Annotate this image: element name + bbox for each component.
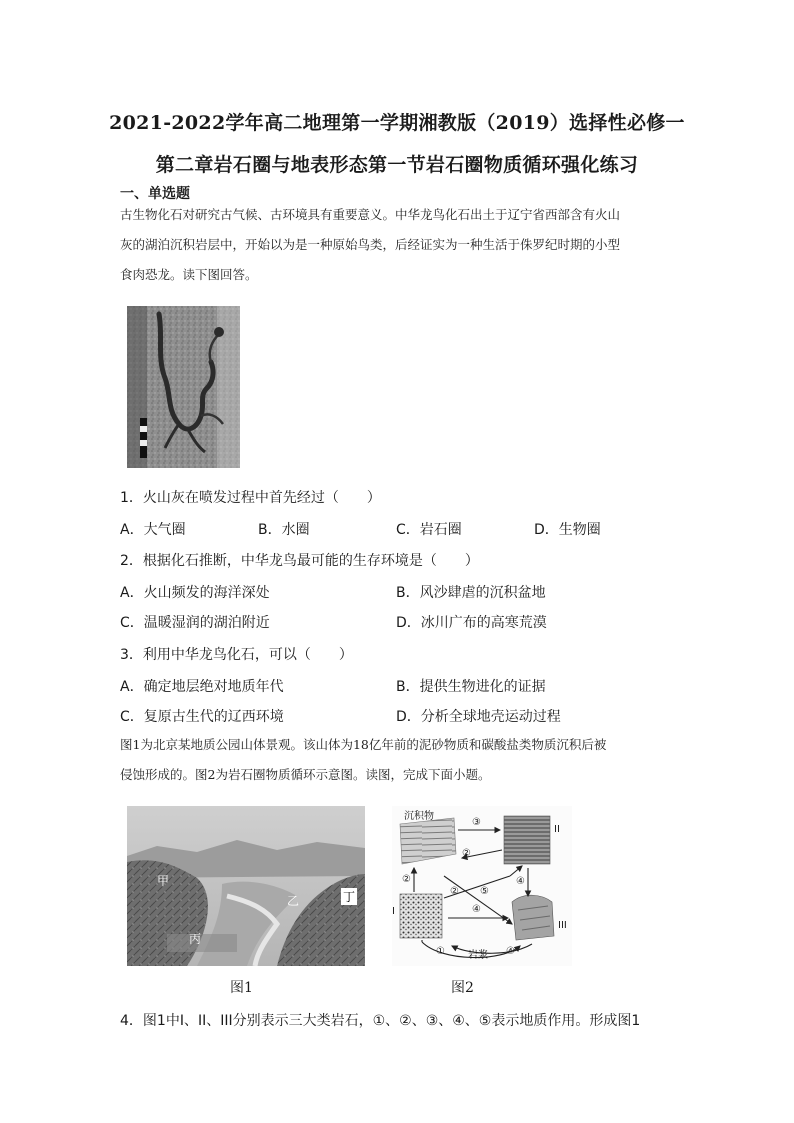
- passage-2-line: 图1为北京某地质公园山体景观。该山体为18亿年前的泥砂物质和碳酸盐类物质沉积后被: [120, 737, 607, 752]
- passage-1-line: 灰的湖泊沉积岩层中，开始以为是一种原始鸟类，后经证实为一种生活于侏罗纪时期的小型: [120, 237, 621, 252]
- fossil-photo: [127, 306, 240, 468]
- page-title-line-1: 2021-2022学年高二地理第一学期湘教版（2019）选择性必修一: [109, 112, 685, 134]
- section-heading: 一、单选题: [120, 186, 190, 202]
- figure-1-label-jia: 甲: [157, 874, 170, 888]
- question-1-option-b: B．水圈: [258, 522, 310, 538]
- figure-1-label-bing: 丙: [189, 932, 202, 946]
- passage-1: [120, 200, 680, 290]
- figure-2-label-sediment: 沉积物: [404, 811, 434, 822]
- question-3-option-d: D．分析全球地壳运动过程: [396, 709, 561, 725]
- figure-1-caption: 图1: [230, 980, 253, 996]
- question-4-stem: 4．图1中I、II、III分别表示三大类岩石，①、②、③、④、⑤表示地质作用。形成图1: [120, 1013, 641, 1029]
- question-2-stem: 2．根据化石推断，中华龙鸟最可能的生存环境是（ ）: [120, 553, 479, 569]
- figure-2-label-rock-1: I: [392, 906, 395, 917]
- question-2-option-c: C．温暖湿润的湖泊附近: [120, 615, 270, 631]
- figure-2-label-process-3: ③: [472, 817, 481, 828]
- figure-2-label-process-4-mid: ④: [472, 904, 481, 915]
- figure-1-photo: [127, 806, 365, 966]
- question-1-option-a: A．大气圈: [120, 522, 186, 538]
- figure-2-label-process-5: ⑤: [480, 886, 489, 897]
- question-3-option-c: C．复原古生代的辽西环境: [120, 709, 284, 725]
- passage-2-line: 侵蚀形成的。图2为岩石圈物质循环示意图。读图，完成下面小题。: [120, 767, 491, 782]
- figure-2-label-process-1: ①: [436, 946, 445, 957]
- figure-2-caption: 图2: [451, 980, 474, 996]
- passage-2: [120, 730, 690, 790]
- figure-2-diagram: [392, 806, 572, 966]
- question-1-stem: 1．火山灰在喷发过程中首先经过（ ）: [120, 490, 381, 506]
- figure-2-label-process-2-mid: ②: [450, 886, 459, 897]
- figure-2-label-rock-2: II: [554, 824, 560, 835]
- question-1-option-d: D．生物圈: [534, 522, 601, 538]
- figure-2-label-process-4-bottom: ④: [506, 946, 515, 957]
- question-2-option-d: D．冰川广布的高寒荒漠: [396, 615, 547, 631]
- figure-1-label-ding: 丁: [343, 890, 356, 904]
- figure-1-label-yi: 乙: [287, 894, 300, 908]
- question-3-stem: 3．利用中华龙鸟化石，可以（ ）: [120, 647, 353, 663]
- question-3-option-a: A．确定地层绝对地质年代: [120, 679, 284, 695]
- figure-2-label-process-4-right: ④: [516, 876, 525, 887]
- question-3-option-b: B．提供生物进化的证据: [396, 679, 546, 695]
- passage-1-line: 食肉恐龙。读下图回答。: [120, 267, 258, 282]
- figure-2-label-process-2-left: ②: [402, 874, 411, 885]
- question-1-option-c: C．岩石圈: [396, 522, 462, 538]
- question-2-option-a: A．火山频发的海洋深处: [120, 585, 270, 601]
- question-2-option-b: B．风沙肆虐的沉积盆地: [396, 585, 546, 601]
- figure-2-label-magma: 岩浆: [468, 950, 488, 961]
- page-title-line-2: 第二章岩石圈与地表形态第一节岩石圈物质循环强化练习: [155, 154, 639, 176]
- passage-1-line: 古生物化石对研究古气候、古环境具有重要意义。中华龙鸟化石出土于辽宁省西部含有火山: [120, 207, 621, 222]
- figure-2-label-rock-3: III: [558, 920, 567, 931]
- figure-2-label-process-2-top: ②: [462, 848, 471, 859]
